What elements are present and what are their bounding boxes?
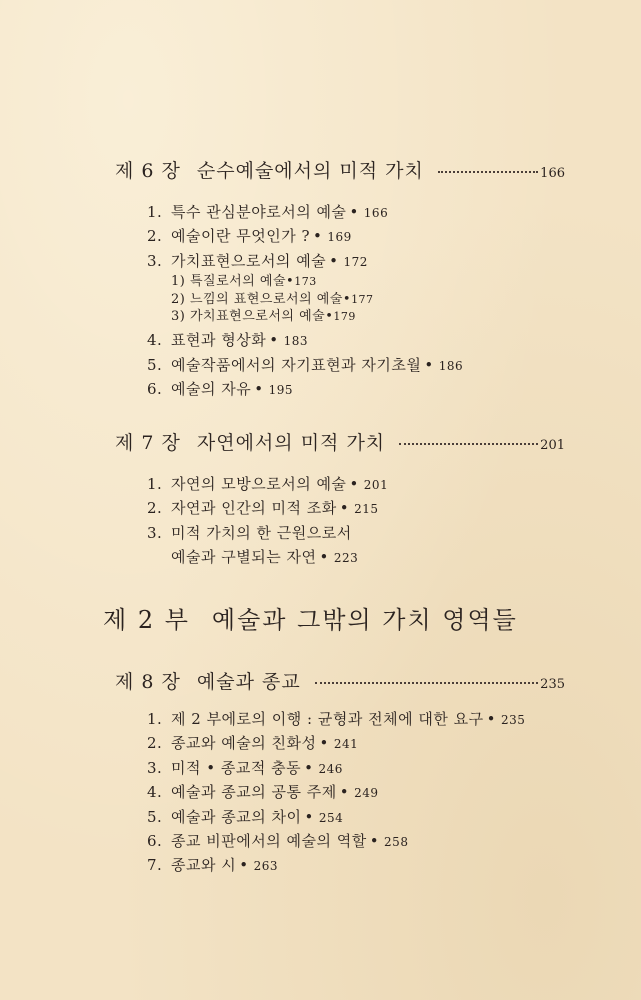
chapter-7-title: 자연에서의 미적 가치 xyxy=(196,432,386,454)
chapter-6-page: 166 xyxy=(540,166,565,181)
chapter-7-label: 제 7 장 xyxy=(115,432,181,454)
chapter-8-heading xyxy=(115,667,565,694)
chapter-6-label: 제 6 장 xyxy=(115,160,181,182)
item-title: 종교와 시 xyxy=(171,856,237,875)
chapter-7-page: 201 xyxy=(540,438,565,453)
item-number: 2. xyxy=(147,499,163,518)
subitem-title: 가치표현으로서의 예술 xyxy=(189,309,326,325)
item-page: 263 xyxy=(253,859,278,874)
subitem-title: 느낌의 표현으로서의 예술 xyxy=(189,291,343,307)
toc-item: 5. 예술과 종교의 차이 • 254 xyxy=(147,805,525,829)
item-title: 예술의 자유 xyxy=(171,379,252,398)
item-number: 3. xyxy=(147,523,163,542)
subitem-title: 특질로서의 예술 xyxy=(189,274,287,290)
item-title: 예술과 종교의 차이 xyxy=(171,807,302,826)
chapter-8-page: 235 xyxy=(540,677,565,692)
chapter-6-items xyxy=(147,200,463,401)
chapter-6-heading xyxy=(115,156,565,183)
item-number: 2. xyxy=(147,734,163,753)
chapter-8-items xyxy=(147,707,525,878)
subitem-number: 1) xyxy=(171,274,186,290)
item-title: 미적 • 종교적 충동 xyxy=(171,758,302,777)
item-page: 195 xyxy=(268,382,293,397)
item-number: 5. xyxy=(147,355,163,374)
toc-item xyxy=(147,521,388,545)
subitem-number: 3) xyxy=(171,309,186,325)
item-title: 표현과 형상화 xyxy=(171,331,267,350)
item-page: 223 xyxy=(333,551,359,566)
toc-subitem: 1) 특질로서의 예술•173 xyxy=(171,274,317,290)
item-page: 258 xyxy=(384,834,409,849)
part-2-title: 예술과 그밖의 가치 영역들 xyxy=(211,606,518,634)
item-title: 예술작품에서의 자기표현과 자기초월 xyxy=(171,355,422,374)
item-number: 4. xyxy=(147,783,163,802)
item-number: 5. xyxy=(147,807,163,826)
item-title: 자연의 모방으로서의 예술 xyxy=(171,475,347,493)
item-page: 172 xyxy=(343,254,368,269)
item-page: 215 xyxy=(354,502,379,517)
chapter-7-heading xyxy=(115,428,565,455)
chapter-8-label: 제 8 장 xyxy=(115,671,181,693)
toc-item-continuation: 예술과 구별되는 자연 • 223 xyxy=(171,548,359,567)
item-title: 특수 관심분야로서의 예술 xyxy=(171,203,347,221)
dot-leader xyxy=(438,171,538,173)
chapter-8-title: 예술과 종교 xyxy=(196,671,301,693)
item-title: 종교 비판에서의 예술의 역할 xyxy=(171,831,367,850)
item-title: 제 2 부에로의 이행 : 균형과 전체에 대한 요구 xyxy=(171,710,484,728)
item-page: 166 xyxy=(363,206,389,220)
item-title: 가치표현으로서의 예술 xyxy=(171,251,327,270)
subitem-page: 179 xyxy=(333,310,356,324)
item-number: 1. xyxy=(147,203,163,221)
item-number: 7. xyxy=(147,856,163,875)
toc-item: 2. 자연과 인간의 미적 조화 • 215 xyxy=(147,496,388,520)
item-number: 3. xyxy=(147,758,163,777)
item-page: 169 xyxy=(327,230,352,245)
item-number: 3. xyxy=(147,251,163,270)
toc-item: 6. 예술의 자유 • 195 xyxy=(147,377,463,401)
subitem-page: 173 xyxy=(294,275,317,289)
toc-item: 1. 자연의 모방으로서의 예술 • 201 xyxy=(147,472,388,496)
item-title: 종교와 예술의 친화성 xyxy=(171,734,317,753)
toc-item: 1. 제 2 부에로의 이행 : 균형과 전체에 대한 요구 • 235 xyxy=(147,707,525,731)
part-2-label: 제 2 부 xyxy=(103,606,190,634)
part-2-heading xyxy=(103,600,518,635)
item-number: 1. xyxy=(147,710,163,728)
dot-leader xyxy=(399,443,538,445)
item-title: 미적 가치의 한 근원으로서 xyxy=(171,523,352,542)
chapter-7-items xyxy=(147,472,388,570)
item-page: 246 xyxy=(318,761,343,776)
subitem-number: 2) xyxy=(171,291,186,307)
toc-subitem: 2) 느낌의 표현으로서의 예술•177 xyxy=(171,291,374,307)
item-title: 자연과 인간의 미적 조화 xyxy=(171,499,337,518)
toc-item: 4. 예술과 종교의 공통 주제 • 249 xyxy=(147,780,525,804)
toc-item: 1. 특수 관심분야로서의 예술 • 166 xyxy=(147,200,463,224)
dot-leader xyxy=(315,682,538,684)
toc-item: 6. 종교 비판에서의 예술의 역할 • 258 xyxy=(147,829,525,853)
toc-item: 2. 종교와 예술의 친화성 • 241 xyxy=(147,731,525,755)
item-number: 4. xyxy=(147,331,163,350)
item-page: 254 xyxy=(318,810,344,825)
item-number: 6. xyxy=(147,379,163,398)
item-title: 예술과 구별되는 자연 xyxy=(171,548,317,567)
item-title: 예술이란 무엇인가 ? xyxy=(171,227,310,246)
toc-item: 4. 표현과 형상화 • 183 xyxy=(147,328,463,352)
item-page: 186 xyxy=(438,358,464,373)
item-page: 241 xyxy=(333,737,359,752)
subitem-page: 177 xyxy=(351,292,374,306)
toc-item: 7. 종교와 시 • 263 xyxy=(147,853,525,877)
item-page: 183 xyxy=(283,334,308,349)
item-number: 2. xyxy=(147,227,163,246)
chapter-6-title: 순수예술에서의 미적 가치 xyxy=(196,160,424,182)
item-number: 1. xyxy=(147,475,163,493)
item-page: 249 xyxy=(354,786,379,801)
item-page: 235 xyxy=(500,713,526,727)
toc-item: 2. 예술이란 무엇인가 ? • 169 xyxy=(147,224,463,248)
item-number: 6. xyxy=(147,831,163,850)
toc-item: 3. 미적 • 종교적 충동 • 246 xyxy=(147,756,525,780)
item-title: 예술과 종교의 공통 주제 xyxy=(171,783,337,802)
toc-subitem: 3) 가치표현으로서의 예술•179 xyxy=(171,309,356,325)
toc-item: 3. 가치표현으로서의 예술 • 172 xyxy=(147,249,463,273)
toc-item: 5. 예술작품에서의 자기표현과 자기초월 • 186 xyxy=(147,353,463,377)
item-page: 201 xyxy=(363,478,389,492)
